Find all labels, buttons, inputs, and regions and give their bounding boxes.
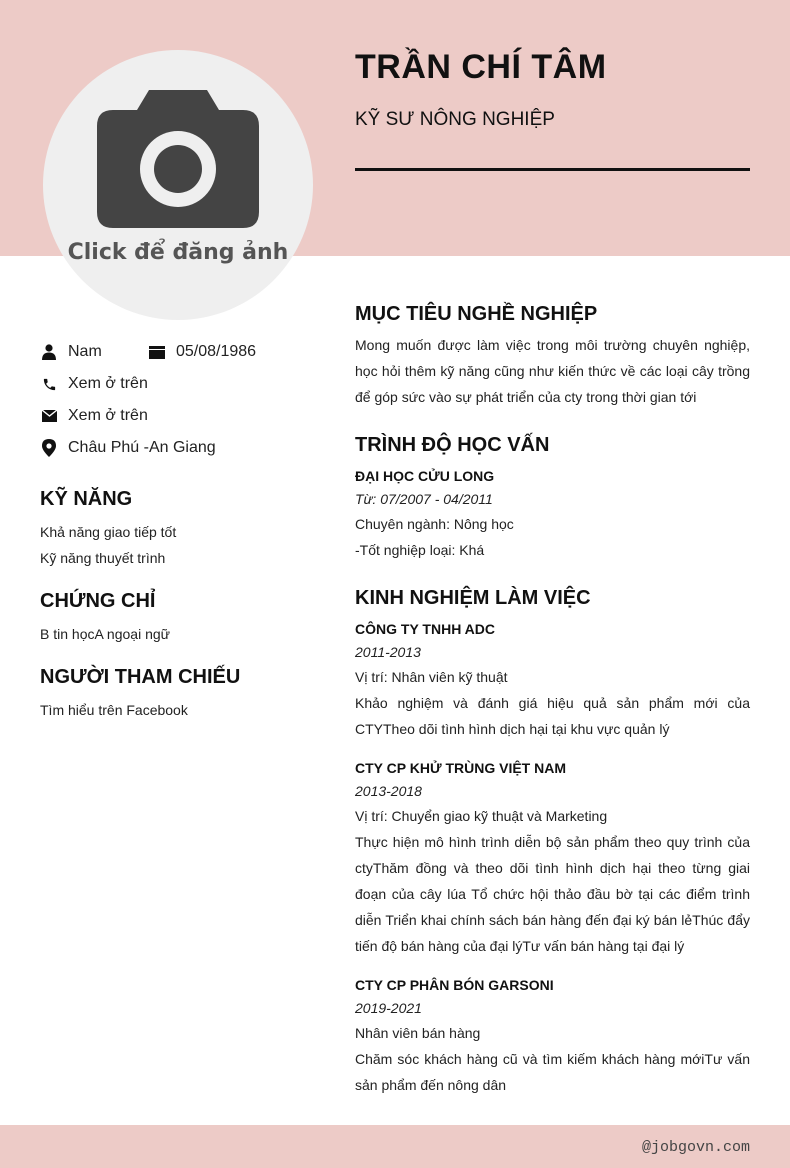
education-heading: TRÌNH ĐỘ HỌC VẤN	[355, 434, 550, 456]
location-pin-icon	[40, 439, 58, 457]
objective-heading: MỤC TIÊU NGHỀ NGHIỆP	[355, 303, 598, 325]
phone-icon	[40, 375, 58, 393]
envelope-icon	[40, 407, 58, 425]
photo-upload[interactable]	[43, 50, 313, 320]
skill-item: Khả năng giao tiếp tốt	[40, 524, 177, 540]
company-name: CTY CP KHỬ TRÙNG VIỆT NAM	[355, 760, 566, 776]
job-title: KỸ SƯ NÔNG NGHIỆP	[355, 109, 555, 130]
phone-value: Xem ở trên	[68, 375, 148, 392]
skills-heading: KỸ NĂNG	[40, 488, 133, 510]
education-major: Chuyên ngành: Nông học	[355, 516, 514, 532]
certificates-heading: CHỨNG CHỈ	[40, 590, 156, 612]
gender-row	[40, 343, 102, 361]
certificates-text: B tin họcA ngoại ngữ	[40, 626, 171, 642]
references-heading: NGƯỜI THAM CHIẾU	[40, 666, 241, 688]
candidate-name: TRẦN CHÍ TÂM	[355, 48, 607, 86]
education-grade: -Tốt nghiệp loại: Khá	[355, 542, 485, 558]
job-position: Vị trí: Nhân viên kỹ thuật	[355, 669, 508, 685]
education-period: Từ: 07/2007 - 04/2011	[355, 491, 493, 507]
experience-heading: KINH NGHIỆM LÀM VIỆC	[355, 587, 591, 609]
job-period: 2013-2018	[355, 783, 422, 799]
calendar-icon	[148, 343, 166, 361]
address-row	[40, 439, 216, 457]
job-description: Chăm sóc khách hàng cũ và tìm kiếm khách hàng mớiTư vấn sản phẩm đến nông dân	[355, 1051, 750, 1093]
birthdate-value: 05/08/1986	[176, 343, 257, 360]
job-period: 2019-2021	[355, 1000, 422, 1016]
email-row	[40, 407, 148, 425]
birthdate-row	[148, 343, 256, 361]
job-position: Vị trí: Chuyển giao kỹ thuật và Marketing	[355, 808, 608, 824]
email-value: Xem ở trên	[68, 407, 148, 424]
company-name: CTY CP PHÂN BÓN GARSONI	[355, 977, 554, 993]
references-text: Tìm hiểu trên Facebook	[40, 702, 188, 718]
footer-watermark: @jobgovn.com	[641, 1139, 750, 1156]
job-description: Khảo nghiệm và đánh giá hiệu quả sản phẩm mới của CTYTheo dõi tình hình dịch hại tại khu vực quản lý	[355, 695, 750, 737]
camera-icon	[97, 88, 259, 230]
gender-value: Nam	[68, 343, 102, 360]
phone-row	[40, 375, 148, 393]
title-divider	[355, 168, 750, 171]
job-position: Nhân viên bán hàng	[355, 1025, 481, 1041]
school-name: ĐẠI HỌC CỬU LONG	[355, 468, 495, 484]
job-description: Thực hiện mô hình trình diễn bộ sản phẩm theo quy trình của ctyThăm đồng và theo dõi tình hình dịch hại theo từng giai đoạn của cây lúa Tổ chức hội thảo đầu bờ tại các điểm trình diễn Triển khai chính sách bán hàng đến đại ký bán lẻThúc đẩy tiến độ bán hàng của đại lýTư vấn bán hàng tại đại lý	[355, 834, 750, 954]
job-period: 2011-2013	[355, 644, 421, 660]
person-icon	[40, 343, 58, 361]
objective-text: Mong muốn được làm việc trong môi trường chuyên nghiệp, học hỏi thêm kỹ năng cũng như kiến thức về các loại cây trồng để góp sức vào sự phát triển của cty trong thời gian tới	[355, 337, 750, 405]
photo-upload-label: Click để đăng ảnh	[67, 240, 289, 265]
company-name: CÔNG TY TNHH ADC	[355, 621, 495, 637]
skill-item: Kỹ năng thuyết trình	[40, 550, 166, 566]
address-value: Châu Phú -An Giang	[68, 439, 216, 456]
